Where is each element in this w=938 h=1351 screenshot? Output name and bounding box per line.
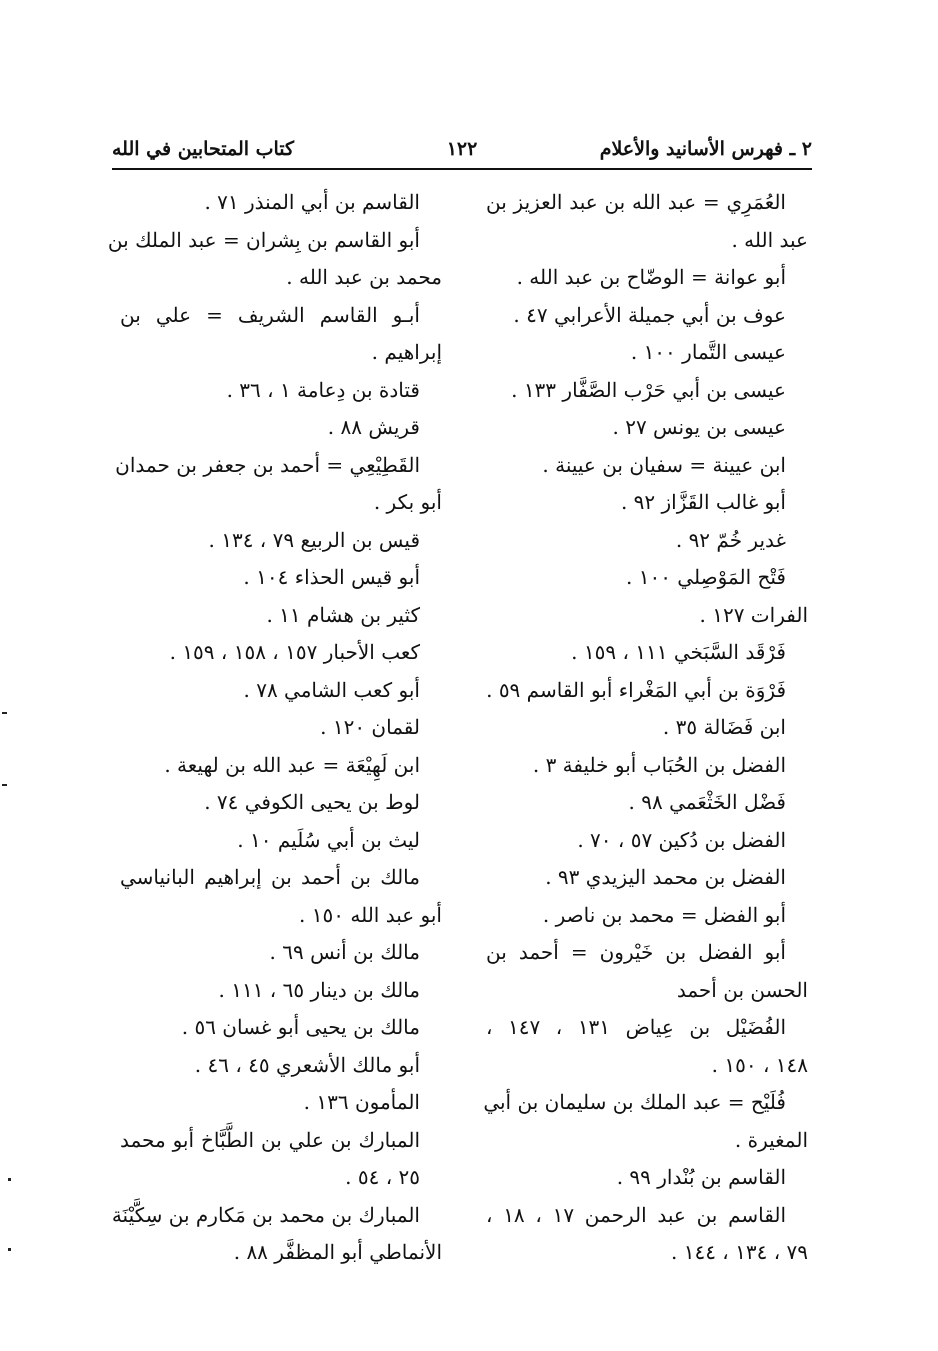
index-entry-line: الفرات ١٢٧ . — [699, 602, 808, 627]
index-entry-line: فَضْل الخَثْعَمي ٩٨ . — [628, 790, 786, 814]
index-entry-line: العُمَرِي = عبد الله بن عبد العزيز بن — [486, 190, 786, 214]
index-entry-line: أبو الفضل بن خَيْرون = أحمد بن — [486, 940, 786, 964]
index-entry-line: ١٤٨ ، ١٥٠ . — [711, 1052, 808, 1077]
index-entry-line: أبو كعب الشامي ٧٨ . — [243, 677, 420, 702]
index-entry-line: أبو قيس الحذاء ١٠٤ . — [243, 565, 420, 589]
index-entry-line: أبو غالب القَزَّاز ٩٢ . — [620, 490, 786, 514]
scan-speck — [8, 1248, 11, 1251]
index-entry-line: الفضل بن محمد اليزيدي ٩٣ . — [545, 865, 786, 889]
index-entry-line: مالك بن دينار ٦٥ ، ١١١ . — [218, 977, 420, 1002]
index-entry-line: أبـو القاسم الشريف = علي بن — [120, 302, 420, 327]
index-entry-line: المغيرة . — [734, 1127, 808, 1152]
index-entry-line: أبو عبد الله ١٥٠ . — [299, 902, 442, 927]
index-entry-line: المبارك بن محمد بن مَكارم بن سِكَّيْنَة — [111, 1202, 420, 1227]
index-entry-line: أبو القاسم بن بِشران = عبد الملك بن — [107, 227, 420, 252]
index-entry-line: مالك بن أحمد بن إبراهيم البانياسي — [120, 865, 420, 889]
index-entry-line: ليث بن أبي سُلَيم ١٠ . — [237, 827, 420, 852]
scan-speck — [8, 1178, 11, 1181]
index-entry-line: ابن لَهِيْعَة = عبد الله بن لهيعة . — [164, 752, 420, 777]
index-entry-line: فَرْوَة بن أبي المَغْراء أبو القاسم ٥٩ . — [486, 677, 786, 702]
index-entry-line: القاسم بن بُنْدار ٩٩ . — [616, 1165, 786, 1189]
index-entry-line: الحسن بن أحمد — [676, 977, 808, 1002]
index-entry-line: الفضل بن دُكين ٥٧ ، ٧٠ . — [577, 827, 786, 852]
section-title: ٢ ـ فهرس الأسانيد والأعلام — [599, 138, 812, 160]
index-entry-line: الفضل بن الحُبَاب أبو خليفة ٣ . — [532, 752, 786, 777]
index-entry-line: قيس بن الربيع ٧٩ ، ١٣٤ . — [208, 527, 420, 552]
index-entry-line: الأنماطي أبو المظفَّر ٨٨ . — [233, 1240, 442, 1264]
index-entry-line: أبو عوانة = الوضّاح بن عبد الله . — [516, 265, 786, 289]
page-number: ١٢٢ — [446, 138, 478, 160]
index-entry-line: أبو مالك الأشعري ٤٥ ، ٤٦ . — [194, 1052, 420, 1077]
index-entry-line: أبو الفضل = محمد بن ناصر . — [542, 902, 786, 927]
index-entry-line: قتادة بن دِعامة ١ ، ٣٦ . — [226, 377, 420, 402]
index-entry-line: عيسى بن يونس ٢٧ . — [612, 415, 786, 439]
index-entry-line: فَرْقَد السَّبَخي ١١١ ، ١٥٩ . — [571, 640, 786, 664]
index-entry-line: عيسى بن أبي حَرْب الصَّفَّار ١٣٣ . — [511, 377, 786, 402]
index-entry-line: إبراهيم . — [371, 340, 442, 364]
index-column-left — [107, 184, 442, 1272]
index-entry-line: فُلَيْح = عبد الملك بن سليمان بن أبي — [483, 1090, 786, 1114]
index-entry-line: ٢٥ ، ٥٤ . — [345, 1165, 420, 1189]
index-entry-line: عوف بن أبي جميلة الأعرابي ٤٧ . — [513, 302, 786, 327]
index-entry-line: عبد الله . — [731, 227, 808, 252]
page-header — [112, 136, 812, 170]
index-entry-line: القاسم بن أبي المنذر ٧١ . — [204, 190, 420, 214]
index-entry-line: قريش ٨٨ . — [327, 415, 420, 439]
scan-speck — [2, 712, 7, 714]
index-entry-line: ٧٩ ، ١٣٤ ، ١٤٤ . — [670, 1240, 808, 1264]
index-entry-line: المبارك بن علي بن الطَّبَّاخ أبو محمد — [120, 1127, 420, 1152]
index-column-right — [483, 184, 808, 1272]
index-entry-line: محمد بن عبد الله . — [286, 265, 442, 289]
book-title: كتاب المتحابين في الله — [112, 138, 295, 160]
index-entry-line: كثير بن هشام ١١ . — [266, 602, 420, 627]
index-entry-line: مالك بن أنس ٦٩ . — [269, 940, 420, 964]
index-entry-line: كعب الأحبار ١٥٧ ، ١٥٨ ، ١٥٩ . — [169, 640, 420, 664]
index-entry-line: فَتْح المَوْصِلي ١٠٠ . — [626, 565, 786, 589]
index-entry-line: القَطِيْعِي = أحمد بن جعفر بن حمدان — [115, 452, 420, 477]
index-entry-line: الفُضَيْل بن عِياض ١٣١ ، ١٤٧ ، — [486, 1015, 787, 1039]
index-entry-line: القاسم بن عبد الرحمن ١٧ ، ١٨ ، — [486, 1202, 787, 1227]
index-entry-line: المأمون ١٣٦ . — [303, 1090, 420, 1114]
index-entry-line: ابن عيينة = سفيان بن عيينة . — [542, 452, 786, 477]
index-entry-line: غدير خُمّ ٩٢ . — [675, 527, 786, 552]
scan-speck — [2, 784, 7, 786]
index-entry-line: مالك بن يحيى أبو غسان ٥٦ . — [181, 1015, 420, 1039]
index-entry-line: أبو بكر . — [373, 490, 442, 514]
index-entry-line: لقمان ١٢٠ . — [320, 715, 420, 739]
index-entry-line: ابن فَضَالة ٣٥ . — [662, 715, 786, 739]
index-entry-line: لوط بن يحيى الكوفي ٧٤ . — [204, 790, 420, 814]
index-entry-line: عيسى التَّمار ١٠٠ . — [630, 340, 786, 364]
